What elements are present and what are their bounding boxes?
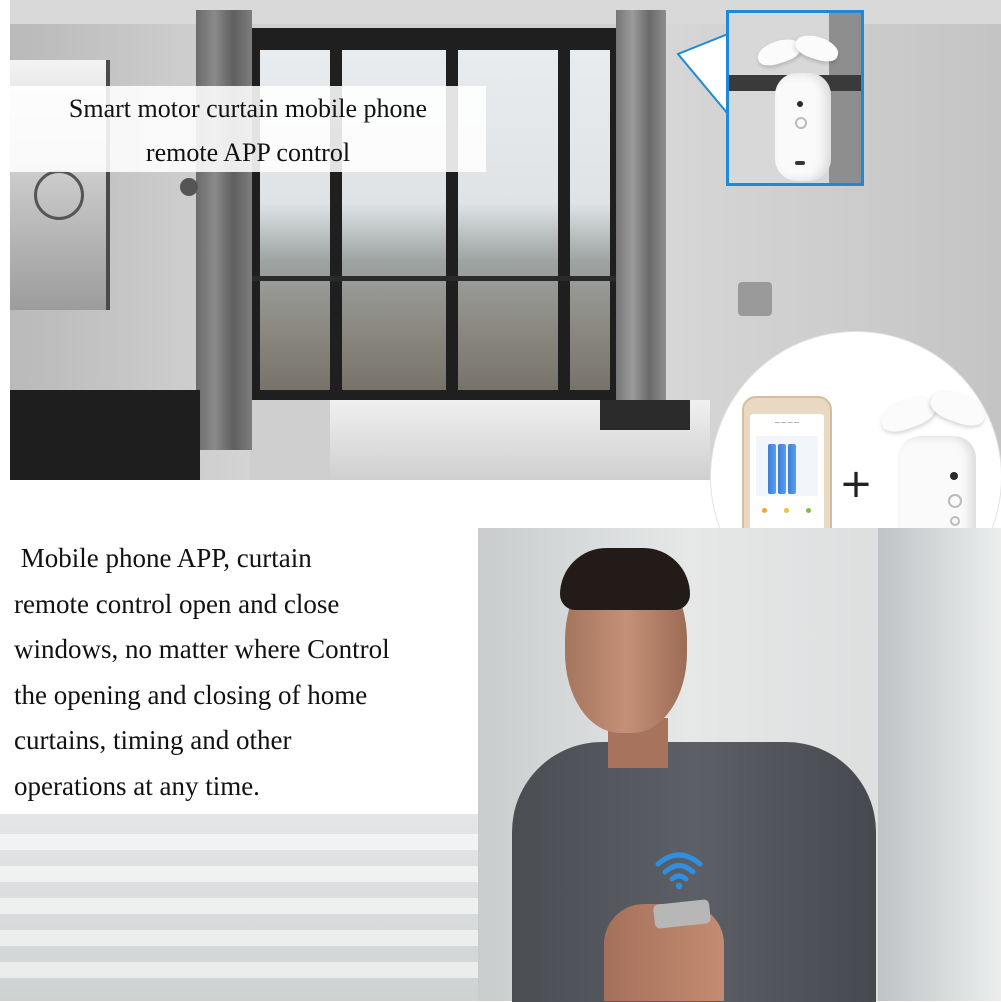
floor-lamp [180,178,198,196]
wifi-icon [654,850,704,890]
window-rail [246,276,618,281]
caption-bottom-line-1: Mobile phone APP, curtain [14,543,312,573]
app-status-dot [784,508,789,513]
app-curtain-bar [788,444,796,494]
frosted-stripe [0,834,478,850]
window [246,28,618,400]
caption-bottom-line-3: windows, no matter where Control [14,634,390,664]
app-status-dot [762,508,767,513]
curtain-left [196,10,252,450]
mirror-ornament [34,170,84,220]
motor-button [795,117,807,129]
caption-top [10,86,486,172]
window-pane [570,50,610,390]
app-title-bar: — — — — [774,420,800,426]
frosted-stripe [0,898,478,914]
curtain-motor [775,73,831,181]
frosted-stripe [0,962,478,978]
frosted-stripe [0,930,478,946]
caption-top-line-2: remote APP control [145,138,351,167]
caption-bottom-line-4: the opening and closing of home [14,679,368,710]
nightstand [600,400,690,430]
motor-closeup [726,10,864,186]
plus-icon: + [839,461,873,507]
caption-bottom [0,528,478,814]
motor-sensor [797,101,803,107]
office-glass-left [0,814,478,1001]
caption-bottom-line-6: operations at any time. [14,770,260,801]
caption-bottom-line-2: remote control open and close [14,588,340,619]
motor-sensor [950,472,958,480]
curtain-right [616,10,666,420]
curtain-fabric [829,13,864,186]
app-curtain-bar [768,444,776,494]
app-curtain-bar [778,444,786,494]
frosted-stripe [0,866,478,882]
app-status-dot [806,508,811,513]
pillar [878,528,1001,1001]
app-curtain-panel [756,436,818,496]
desk [10,390,200,480]
motor-button [950,516,960,526]
motor-port [795,161,805,165]
motor-button [948,494,962,508]
caption-top-line-1: Smart motor curtain mobile phone [68,94,428,123]
person-hair [560,548,690,610]
wall-lamp [738,282,772,316]
caption-bottom-line-5: curtains, timing and other [14,725,292,755]
